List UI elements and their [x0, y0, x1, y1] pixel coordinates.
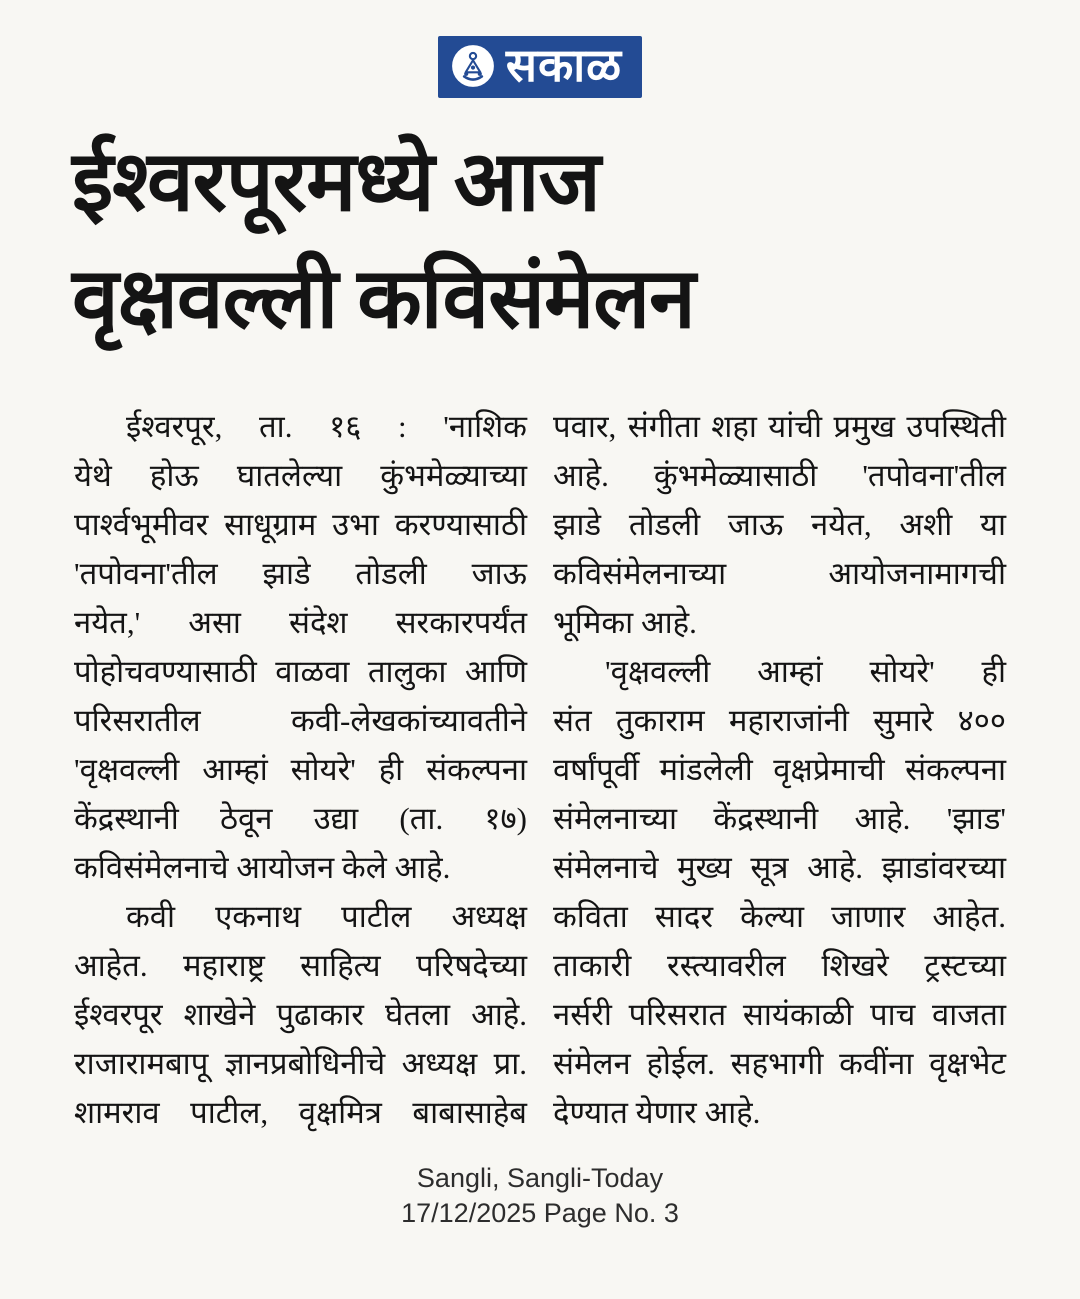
article-line: पवार, संगीता शहा यांची प्रमुख उपस्थिती	[553, 409, 1006, 444]
article-column-right	[553, 402, 1006, 1137]
headline	[0, 124, 1080, 358]
article-line: ईश्वरपूर शाखेने पुढाकार घेतला आहे.	[74, 997, 527, 1032]
article-line: राजारामबापू ज्ञानप्रबोधिनीचे अध्यक्ष प्रा.	[74, 1046, 527, 1081]
article-line: भूमिका आहे.	[553, 605, 697, 640]
article-line: ईश्वरपूर, ता. १६ : 'नाशिक	[126, 409, 527, 444]
article-line: वर्षांपूर्वी मांडलेली वृक्षप्रेमाची संकल्पना	[553, 752, 1006, 787]
masthead-title: सकाळ	[505, 40, 623, 91]
headline-line-2: वृक्षवल्ली कविसंमेलन	[72, 253, 695, 346]
article-line: परिसरातील कवी-लेखकांच्यावतीने	[74, 703, 527, 738]
article-line: येथे होऊ घातलेल्या कुंभमेळ्याच्या	[74, 458, 527, 493]
article-line: 'वृक्षवल्ली आम्हां सोयरे' ही संकल्पना	[74, 752, 527, 787]
article-line: संमेलनाच्या केंद्रस्थानी आहे. 'झाड'	[553, 801, 1006, 836]
article-line: संत तुकाराम महाराजांनी सुमारे ४००	[553, 703, 1006, 738]
article-line: 'वृक्षवल्ली आम्हां सोयरे' ही	[605, 654, 1006, 689]
sakal-logo	[438, 36, 642, 98]
article-line: कविता सादर केल्या जाणार आहेत.	[553, 899, 1006, 934]
article-line: पार्श्वभूमीवर साधूग्राम उभा करण्यासाठी	[74, 507, 527, 542]
article-line: 'तपोवना'तील झाडे तोडली जाऊ	[74, 556, 527, 591]
headline-line-1: ईश्वरपूरमध्ये आज	[72, 136, 600, 229]
article-line: पोहोचवण्यासाठी वाळवा तालुका आणि	[74, 654, 527, 689]
article-line: कवी एकनाथ पाटील अध्यक्ष	[126, 899, 527, 934]
masthead	[0, 0, 1080, 98]
sakal-emblem-icon	[450, 43, 496, 89]
article-line: संमेलनाचे मुख्य सूत्र आहे. झाडांवरच्या	[553, 850, 1006, 885]
article-line: कविसंमेलनाच्या आयोजनामागची	[553, 556, 1006, 591]
article-line: संमेलन होईल. सहभागी कवींना वृक्षभेट	[553, 1046, 1006, 1081]
article-line: कविसंमेलनाचे आयोजन केले आहे.	[74, 850, 451, 885]
article-line: नर्सरी परिसरात सायंकाळी पाच वाजता	[553, 997, 1006, 1032]
article-line: देण्यात येणार आहे.	[553, 1095, 761, 1130]
footer-dateline: 17/12/2025 Page No. 3	[401, 1198, 679, 1228]
footer	[0, 1161, 1080, 1231]
footer-location: Sangli, Sangli-Today	[416, 1163, 664, 1193]
article-line: ताकारी रस्त्यावरील शिखरे ट्रस्टच्या	[553, 948, 1006, 983]
article-line: आहे. कुंभमेळ्यासाठी 'तपोवना'तील	[553, 458, 1006, 493]
article-line: शामराव पाटील, वृक्षमित्र बाबासाहेब	[74, 1095, 527, 1130]
article-line: केंद्रस्थानी ठेवून उद्या (ता. १७)	[74, 801, 527, 836]
article-line: नयेत,' असा संदेश सरकारपर्यंत	[74, 605, 527, 640]
article-line: आहेत. महाराष्ट्र साहित्य परिषदेच्या	[74, 948, 527, 983]
article-columns	[0, 402, 1080, 1137]
article-column-left	[74, 402, 527, 1137]
article-line: झाडे तोडली जाऊ नयेत, अशी या	[553, 507, 1006, 542]
